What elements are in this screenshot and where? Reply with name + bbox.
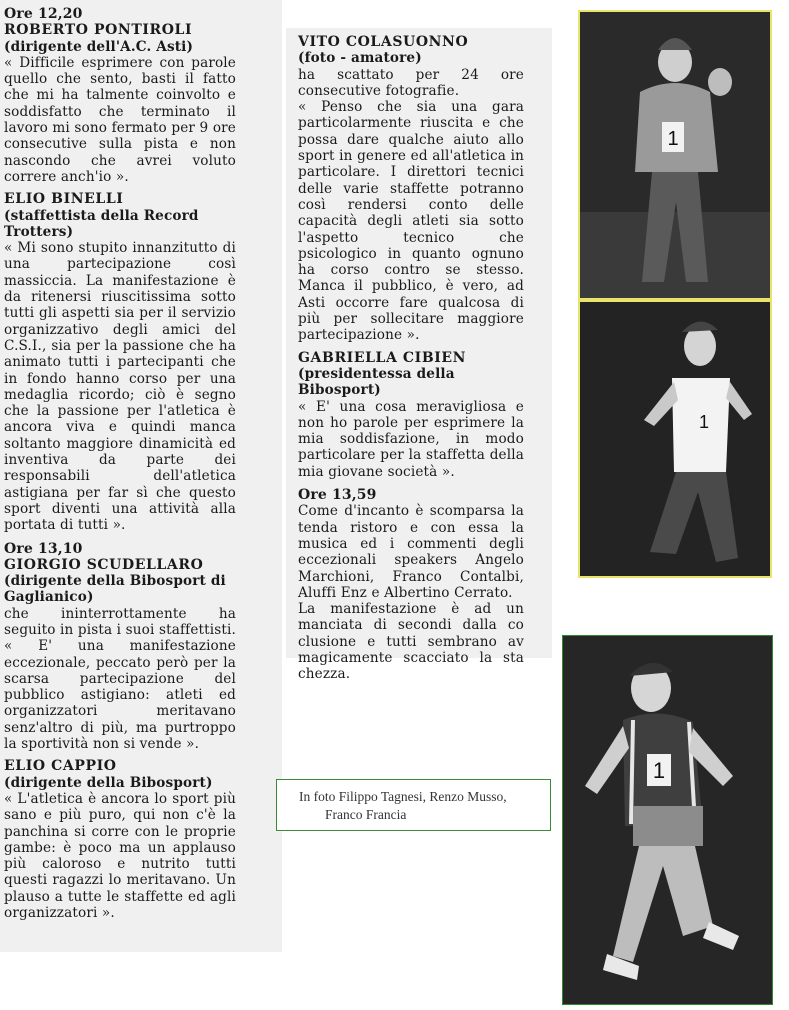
bib-number: 1 [652,758,666,783]
speaker-role: (dirigente dell'A.C. Asti) [4,38,194,55]
speaker-name: GIORGIO SCUDELLARO [4,556,204,573]
speaker-name: ELIO BINELLI [4,191,124,208]
speaker-name: VITO COLASUONNO [298,34,469,50]
article-text-left [4,5,236,921]
photo-runner-bottom [562,635,773,1005]
time-heading: Ore 13,10 [4,540,83,557]
quote-text: « E' una manifestazione eccezionale, peccato però per la scarsa partecipazione del pubblico astigiano: atleti ed organizzatori meritavano senz'altro di più, ma purtroppo la sportività non si vende ». [4,638,236,753]
quote-text: « E' una cosa meravigliosa e non ho parole per esprimere la mia soddisfazione, in modo particolare per la staffetta della mia giovane società ». [298,398,524,480]
caption-line-1: In foto Filippo Tagnesi, Renzo Musso, [299,789,507,804]
photo-runner-middle [578,300,772,578]
quote-text: che ininterrottamente ha seguito in pista i suoi staffettisti. [4,605,236,638]
speaker-name: ELIO CAPPIO [4,758,117,775]
time-heading: Ore 12,20 [4,6,83,22]
quote-text: « Difficile esprimere con parole quello che sento, basti il fatto che mi ha talmente coinvolto e soddisfatto che terminato il lavoro mi sono fermato per 9 ore consecutive sulla pista e non nascondo che avrei voluto correre anch'io ». [4,54,236,185]
quote-text: ha scattato per 24 ore consecutive fotografie. [298,66,524,99]
quote-text: Come d'incanto è scomparsa la tenda ristoro e con essa la musica ed i commenti degli eccezionali speakers Angelo Marchioni, Franco Contalbi, Aluffi Enz e Albertino Cerrato. [298,503,524,601]
speaker-role: (presidentessa della Bibosport) [298,365,455,399]
speaker-role: (dirigente della Bibosport di Gaglianico) [4,573,226,606]
quote-text: La manifestazione è ad un manciata di secondi dalla co clusione e tutti sembrano av magicamente scacciato la sta chezza. [298,601,524,683]
time-heading: Ore 13,59 [298,487,377,504]
speaker-role: (foto - amatore) [298,50,422,67]
article-text-middle [298,34,524,683]
speaker-name: GABRIELLA CIBIEN [298,349,467,366]
quote-text: « Mi sono stupito innanzitutto di una partecipazione così massiccia. La manifestazione è da ritenersi riuscitissima sotto tutti gli aspetti sia per il servizio organizzativo degli amici del C.S.I., sia per la passione che ha animato tutti i partecipanti che in fondo hanno corso per una medaglia ricordo; ciò è segno che la passione per l'atletica è ancora viva e quindi manca soltanto maggiore dinamicità ed inventiva da parte dei responsabili dell'atletica astigiana per far sì che questo sport diventi una attività alla portata di tutti ». [4,240,236,534]
bib-number: 1 [698,412,710,432]
quote-text: « L'atletica è ancora lo sport più sano e più puro, qui non c'è la panchina si corre con le proprie gambe: è poco ma un applauso più caloroso e nutrito tutti questi ragazzi lo meritavano. Un plauso a tutte le staffette ed agli organizzatori ». [4,790,236,922]
caption-line-2: Franco Francia [325,807,407,822]
speaker-role: (dirigente della Bibosport) [4,774,213,791]
quote-text: « Penso che sia una gara particolarmente riuscita e che possa dare qualche aiuto allo sport in genere ed all'atletica in particolare. I direttori tecnici delle varie staffette potranno così rendersi conto delle capacità degli atleti sia sotto l'aspetto tecnico che psicologico in quanto ognuno ha corso contro se stesso. Manca il pubblico, è vero, ad Asti occorre fare qualcosa di più per sollecitare maggiore partecipazione ». [298,99,524,344]
speaker-role: (staffettista della Record Trotters) [4,207,199,240]
photo-runner-top [578,10,772,300]
bib-number: 1 [667,128,679,150]
speaker-name: ROBERTO PONTIROLI [4,22,193,39]
photo-caption [276,779,551,831]
